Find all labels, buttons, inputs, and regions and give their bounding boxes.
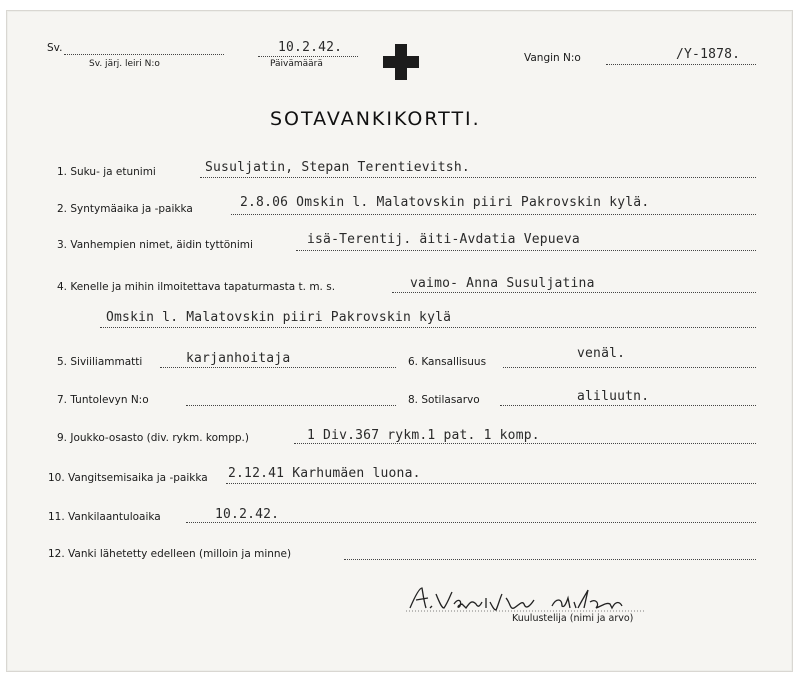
field-8-label: 8. Sotilasarvo: [408, 394, 480, 406]
field-2-value: 2.8.06 Omskin l. Malatovskin piiri Pakrovskin kylä.: [240, 195, 650, 210]
field-1-value: Susuljatin, Stepan Terentievitsh.: [205, 160, 470, 175]
field-11-label: 11. Vankilaantuloaika: [48, 511, 161, 523]
camp-number-label: Sv. järj. leiri N:o: [89, 59, 160, 69]
field-9-value: 1 Div.367 rykm.1 pat. 1 komp.: [307, 428, 540, 443]
field-4-line: [392, 292, 756, 293]
field-2-line: [231, 214, 756, 215]
field-10-value: 2.12.41 Karhumäen luona.: [228, 466, 421, 481]
field-10-label: 10. Vangitsemisaika ja -paikka: [48, 472, 208, 484]
card-title: SOTAVANKIKORTTI.: [270, 108, 481, 130]
date-label: Päivämäärä: [270, 59, 323, 69]
sv-label: Sv.: [47, 42, 63, 54]
date-line: [258, 56, 358, 57]
red-cross-icon: [383, 44, 419, 80]
field-3-label: 3. Vanhempien nimet, äidin tyttönimi: [57, 239, 253, 251]
prisoner-number-line: [606, 64, 756, 65]
field-8-line: [500, 405, 756, 406]
field-4-value: vaimo- Anna Susuljatina: [410, 276, 595, 291]
field-7-label: 7. Tuntolevyn N:o: [57, 394, 149, 406]
field-3-value: isä-Terentij. äiti-Avdatia Vepueva: [307, 232, 580, 247]
field-4-value-2: Omskin l. Malatovskin piiri Pakrovskin kylä: [106, 310, 452, 325]
field-9-label: 9. Joukko-osasto (div. rykm. kompp.): [57, 432, 249, 444]
field-11-line: [186, 522, 756, 523]
field-5-value: karjanhoitaja: [186, 351, 291, 366]
field-6-value: venäl.: [577, 346, 626, 361]
field-3-line: [296, 250, 756, 251]
prisoner-number-label: Vangin N:o: [524, 52, 581, 64]
field-9-line: [294, 443, 756, 444]
field-11-value: 10.2.42.: [215, 507, 280, 522]
field-1-label: 1. Suku- ja etunimi: [57, 166, 156, 178]
prisoner-number-value: /Y-1878.: [676, 47, 741, 62]
field-4-label: 4. Kenelle ja mihin ilmoitettava tapaturmasta t. m. s.: [57, 281, 336, 293]
field-8-value: aliluutn.: [577, 389, 650, 404]
field-12-label: 12. Vanki lähetetty edelleen (milloin ja minne): [48, 548, 292, 560]
field-6-label: 6. Kansallisuus: [408, 356, 487, 368]
field-10-line: [226, 483, 756, 484]
date-value: 10.2.42.: [278, 40, 343, 55]
field-1-line: [200, 177, 756, 178]
field-2-label: 2. Syntymäaika ja -paikka: [57, 203, 193, 215]
field-12-line: [344, 559, 756, 560]
field-4-line-2: [100, 327, 756, 328]
field-6-line: [503, 367, 756, 368]
field-5-label: 5. Siviiliammatti: [57, 356, 143, 368]
handwritten-signature: [406, 584, 646, 614]
field-7-line: [186, 405, 396, 406]
field-5-line: [160, 367, 396, 368]
sv-line: [64, 54, 224, 55]
interrogator-label: Kuulustelija (nimi ja arvo): [512, 613, 634, 624]
